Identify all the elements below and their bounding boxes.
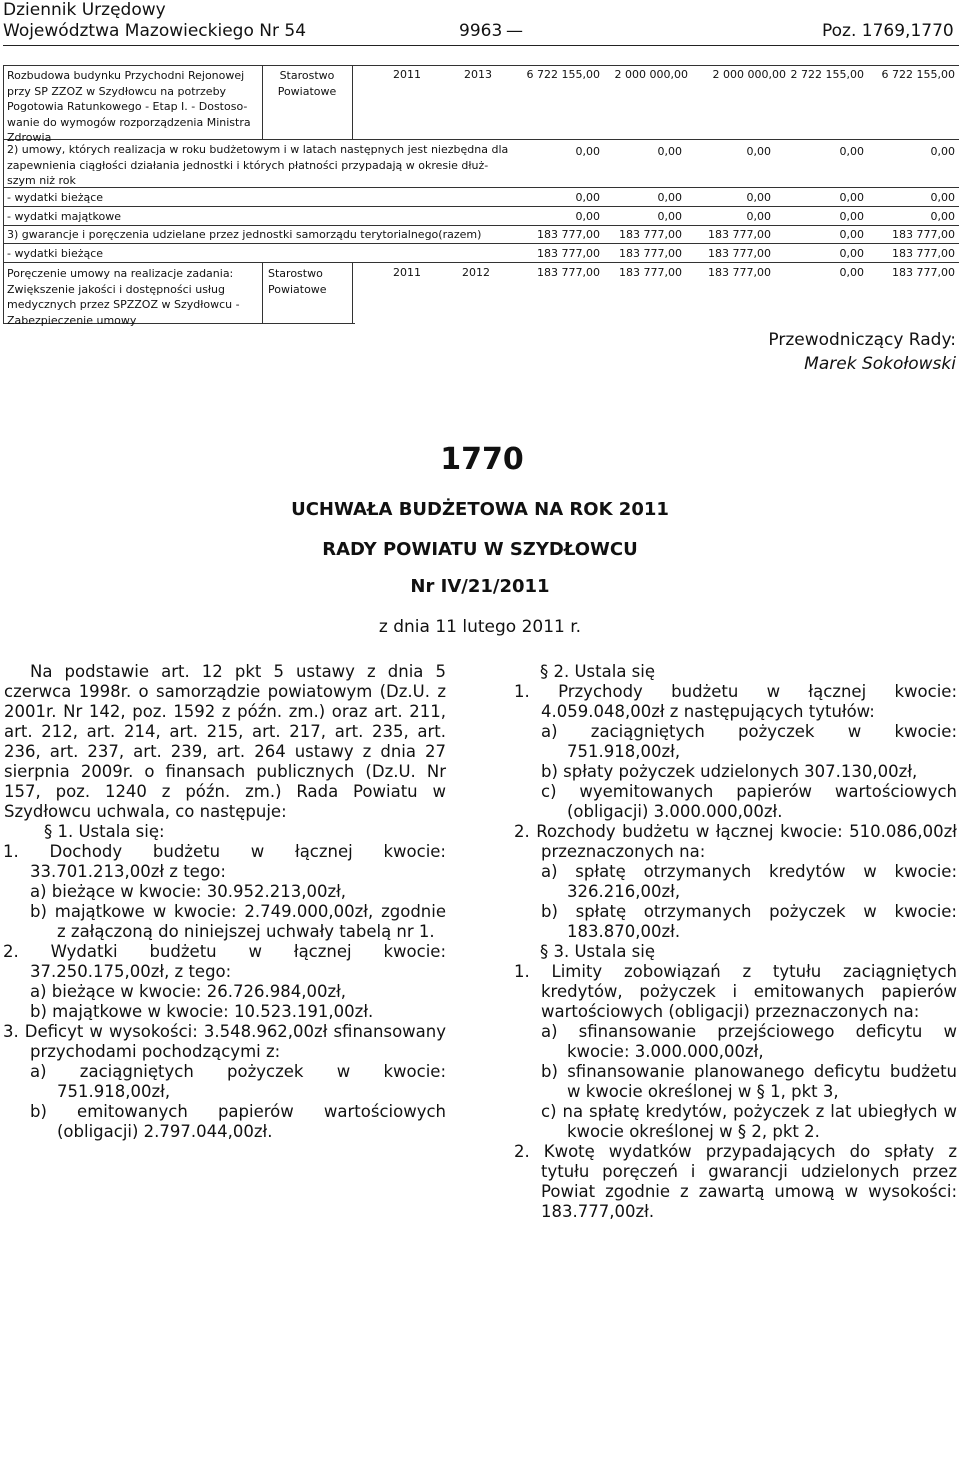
row-label: - wydatki majątkowe <box>7 210 121 223</box>
unit-line: Starostwo <box>268 267 323 280</box>
header-divider <box>3 45 959 46</box>
value-cell: 0,00 <box>746 191 771 204</box>
item-deficit: 3. Deficyt w wysokości: 3.548.962,00zł sfinansowany przychodami pochodzącymi z: <box>3 1022 446 1061</box>
task-name <box>7 68 251 146</box>
paragraph-3-heading: § 3. Ustala się <box>540 942 656 961</box>
value-cell: 0,00 <box>839 228 864 241</box>
row-label: 3) gwarancje i poręczenia udzielane przez jednostki samorządu terytorialnego(razem) <box>7 228 482 241</box>
left-column <box>3 662 446 1142</box>
value-cell: 0,00 <box>575 210 600 223</box>
item-income-bonds: c) wyemitowanych papierów wartościowych (obligacji) 3.000.000,00zł. <box>541 782 957 821</box>
value-cell: 0,00 <box>657 210 682 223</box>
right-column <box>514 662 957 1222</box>
item-deficit-bonds: b) emitowanych papierów wartościowych (obligacji) 2.797.044,00zł. <box>30 1102 446 1141</box>
contracts-line: szym niż rok <box>7 174 76 187</box>
act-issuer: RADY POWIATU W SZYDŁOWCU <box>322 539 638 560</box>
unit-line: Powiatowe <box>277 84 337 98</box>
page-header <box>3 0 960 43</box>
value-cell: 0,00 <box>930 145 955 158</box>
value-cell: 0,00 <box>930 191 955 204</box>
act-reference-number: Nr IV/21/2011 <box>410 576 550 597</box>
value-cell: 183 777,00 <box>708 228 771 241</box>
row-divider <box>3 243 959 244</box>
value-cell: 183 777,00 <box>892 247 955 260</box>
task-name-line: Zwiększenie jakości i dostępności usług <box>7 282 226 296</box>
value-cell: 0,00 <box>839 191 864 204</box>
page-number: 9963 <box>459 21 503 41</box>
value-cell: 183 777,00 <box>619 247 682 260</box>
item-revenues-current: a) bieżące w kwocie: 30.952.213,00zł, <box>30 882 347 901</box>
value-cell: 183 777,00 <box>537 247 600 260</box>
value-cell: 0,00 <box>930 210 955 223</box>
task-name-line: Rozbudowa budynku Przychodni Rejonowej <box>7 69 245 82</box>
value-cell: 2 000 000,00 <box>614 68 688 81</box>
item-guarantee-amount: 2. Kwotę wydatków przypadających do spłaty z tytułu poręczeń i gwarancji udzielonych przez Powiat zgodnie z zawartą umową w wysokości: 183.777,00zł. <box>514 1142 957 1221</box>
item-limits-temporary-deficit: a) sfinansowanie przejściowego deficytu w kwocie: 3.000.000,00zł, <box>541 1022 957 1061</box>
item-revenues: 1. Dochody budżetu w łącznej kwocie: 33.701.213,00zł z tego: <box>3 842 446 881</box>
contracts-line: zapewnienia ciągłości działania jednostki i których płatności przypadają w okresie dłuż- <box>7 158 489 172</box>
act-number: 1770 <box>440 442 524 477</box>
contracts-line: 2) umowy, których realizacja w roku budżetowym i w latach następnych jest niezbędna dla <box>7 143 509 156</box>
value-cell: 183 777,00 <box>537 228 600 241</box>
value-cell: 0,00 <box>746 210 771 223</box>
paragraph-2-heading: § 2. Ustala się <box>540 662 656 681</box>
responsible-unit <box>262 68 352 99</box>
task-name-line: Zabezpieczenie umowy <box>7 313 137 327</box>
row-label: - wydatki bieżące <box>7 191 104 204</box>
item-outgoings-loans: b) spłatę otrzymanych pożyczek w kwocie: 183.870,00zł. <box>541 902 957 941</box>
signature-block <box>768 328 956 376</box>
signature-name: Marek Sokołowski <box>804 354 956 374</box>
row-divider <box>3 225 959 226</box>
item-deficit-loans: a) zaciągniętych pożyczek w kwocie: 751.918,00zł, <box>30 1062 446 1101</box>
item-limits: 1. Limity zobowiązań z tytułu zaciągniętych kredytów, pożyczek i emitowanych papierów wartościowych (obligacji) przeznaczonych na: <box>514 962 957 1021</box>
item-limits-repayments: c) na spłatę kredytów, pożyczek z lat ubiegłych w kwocie określonej w § 2, pkt 2. <box>541 1102 957 1141</box>
value-cell: 0,00 <box>839 266 864 279</box>
value-cell: 0,00 <box>839 210 864 223</box>
unit-line: Powiatowe <box>268 282 327 296</box>
voivodeship-issue: Województwa Mazowieckiego Nr 54 <box>3 21 307 41</box>
table-top-border <box>3 65 959 66</box>
item-revenues-capital: b) majątkowe w kwocie: 2.749.000,00zł, zgodnie z załączoną do niniejszej uchwały tabelą nr 1. <box>30 902 446 941</box>
value-cell: 0,00 <box>839 145 864 158</box>
task-name-line: wanie do wymogów rozporządzenia Ministra <box>7 115 251 129</box>
task-name-line: Poręczenie umowy na realizacje zadania: <box>7 267 234 280</box>
page-dash: — <box>506 21 523 41</box>
row-divider <box>3 262 959 263</box>
value-cell: 183 777,00 <box>892 266 955 279</box>
signature-role: Przewodniczący Rady: <box>768 330 956 350</box>
value-cell: 0,00 <box>575 145 600 158</box>
year-to: 2013 <box>464 68 492 81</box>
table-left-border <box>3 65 4 323</box>
item-expenditures-capital: b) majątkowe w kwocie: 10.523.191,00zł. <box>30 1002 374 1021</box>
act-title: UCHWAŁA BUDŻETOWA NA ROK 2011 <box>291 499 669 520</box>
act-date: z dnia 11 lutego 2011 r. <box>378 617 582 637</box>
item-income-loans: a) zaciągniętych pożyczek w kwocie: 751.918,00zł, <box>541 722 957 761</box>
unit-line: Starostwo <box>279 69 335 82</box>
value-cell: 0,00 <box>657 191 682 204</box>
value-cell: 183 777,00 <box>892 228 955 241</box>
value-cell: 183 777,00 <box>708 247 771 260</box>
column-divider <box>352 262 353 323</box>
item-outgoings-credits: a) spłatę otrzymanych kredytów w kwocie: 326.216,00zł, <box>541 862 957 901</box>
journal-name: Dziennik Urzędowy <box>3 0 166 20</box>
item-income: 1. Przychody budżetu w łącznej kwocie: 4.059.048,00zł z następujących tytułów: <box>514 682 957 721</box>
row-label: - wydatki bieżące <box>7 247 104 260</box>
row-divider <box>3 206 959 207</box>
column-divider <box>262 262 263 323</box>
year-from: 2011 <box>393 68 421 81</box>
value-cell: 0,00 <box>839 247 864 260</box>
item-limits-planned-deficit: b) sfinansowanie planowanego deficytu budżetu w kwocie określonej w § 1, pkt 3, <box>541 1062 957 1101</box>
item-outgoings: 2. Rozchody budżetu w łącznej kwocie: 510.086,00zł przeznaczonych na: <box>514 822 957 861</box>
item-expenditures: 2. Wydatki budżetu w łącznej kwocie: 37.250.175,00zł, z tego: <box>3 942 446 981</box>
year-from: 2011 <box>393 266 421 279</box>
value-cell: 0,00 <box>746 145 771 158</box>
value-cell: 2 722 155,00 <box>790 68 864 81</box>
value-cell: 2 000 000,00 <box>712 68 786 81</box>
position-number: Poz. 1769,1770 <box>822 21 954 41</box>
value-cell: 183 777,00 <box>619 228 682 241</box>
value-cell: 183 777,00 <box>708 266 771 279</box>
item-expenditures-current: a) bieżące w kwocie: 26.726.984,00zł, <box>30 982 347 1001</box>
task-name-line: medycznych przez SPZZOZ w Szydłowcu - <box>7 298 240 311</box>
value-cell: 0,00 <box>575 191 600 204</box>
value-cell: 6 722 155,00 <box>881 68 955 81</box>
value-cell: 6 722 155,00 <box>526 68 600 81</box>
task-name-line: przy SP ZZOZ w Szydłowcu na potrzeby <box>7 84 227 98</box>
column-divider <box>352 65 353 139</box>
year-to: 2012 <box>462 266 490 279</box>
item-income-repayments: b) spłaty pożyczek udzielonych 307.130,00zł, <box>541 762 918 781</box>
value-cell: 183 777,00 <box>619 266 682 279</box>
guarantee-task-name <box>7 266 240 328</box>
value-cell: 183 777,00 <box>537 266 600 279</box>
value-cell: 0,00 <box>657 145 682 158</box>
paragraph-1-heading: § 1. Ustala się: <box>44 822 165 841</box>
preamble: Na podstawie art. 12 pkt 5 ustawy z dnia 5 czerwca 1998r. o samorządzie powiatowym (Dz.U. z 2001r. Nr 142, poz. 1592 z późn. zm.) oraz art. 211, art. 212, art. 214, art. 215, art. 217, art. 235, art. 236, art. 237, art. 239, art. 264 ustawy z dnia 27 sierpnia 2009r. o finansach publicznych (Dz.U. Nr 157, poz. 1240 z późn. zm.) Rada Powiatu w Szydłowcu uchwala, co następuje: <box>4 662 446 821</box>
task-name-line: Zdrowia <box>7 131 52 144</box>
contracts-label <box>7 142 508 189</box>
task-name-line: Pogotowia Ratunkowego - Etap I. - Dostoso- <box>7 100 248 113</box>
responsible-unit <box>268 266 327 297</box>
